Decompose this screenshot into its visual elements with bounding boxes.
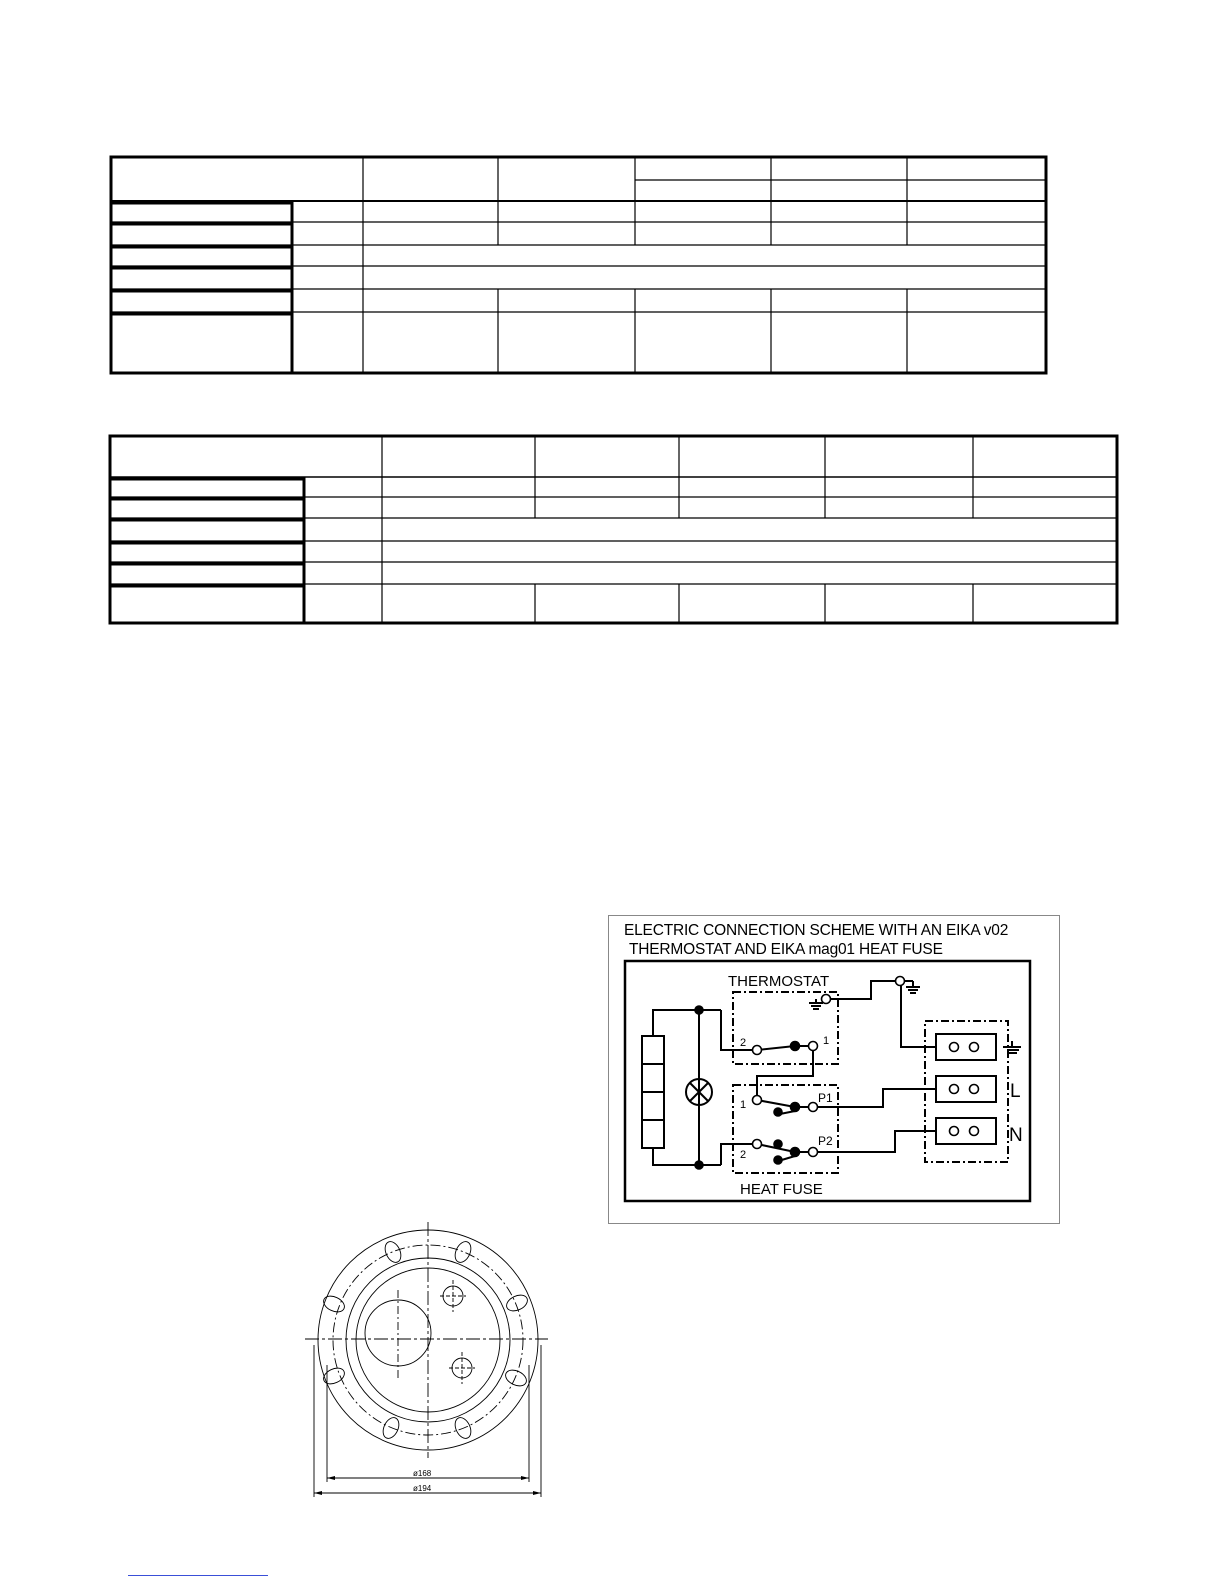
contact-label-t1: 1 [823, 1035, 830, 1047]
contact-label-t2: 2 [740, 1037, 747, 1049]
thermostat-label: THERMOSTAT [728, 973, 830, 990]
terminal-label-n: N [1009, 1125, 1023, 1146]
electric-connection-scheme [608, 915, 1060, 1224]
heat-fuse-label: HEAT FUSE [740, 1181, 823, 1198]
inner-diameter-label: ø168 [413, 1469, 432, 1478]
contact-label-f1: 1 [740, 1099, 747, 1111]
contact-label-p1: P1 [818, 1091, 833, 1105]
contact-label-f2: 2 [740, 1149, 747, 1161]
contact-label-p2: P2 [818, 1134, 833, 1148]
outer-diameter-label: ø194 [413, 1484, 432, 1493]
footer-link-underline[interactable] [128, 1575, 268, 1576]
scheme-title-line-1: ELECTRIC CONNECTION SCHEME WITH AN EIKA v02 [624, 922, 1009, 939]
scheme-title-line-2: THERMOSTAT AND EIKA mag01 HEAT FUSE [629, 941, 943, 958]
terminal-label-l: L [1010, 1081, 1021, 1102]
